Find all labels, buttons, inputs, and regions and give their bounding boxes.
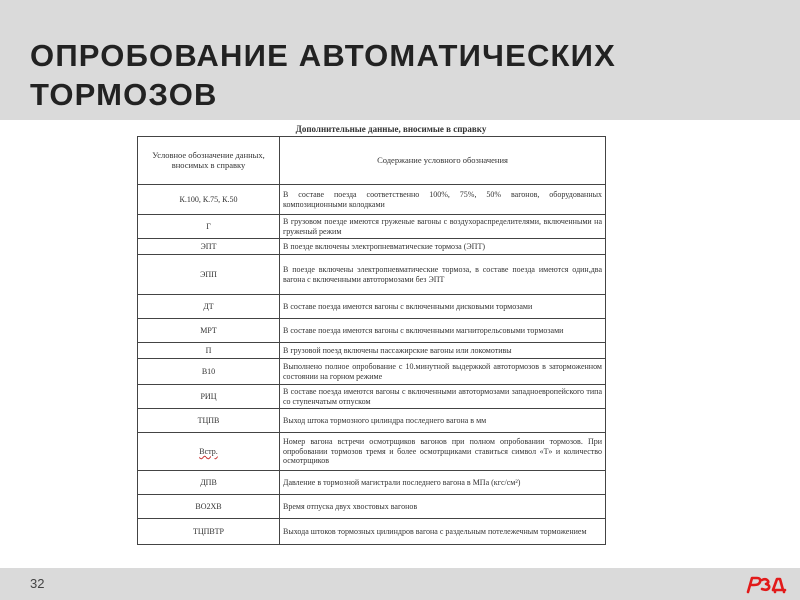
row-code: ЭПТ [138,239,280,255]
table-row [138,239,606,255]
document-scan [137,124,605,545]
row-meaning: В составе поезда соответственно 100%, 75%, 50% вагонов, оборудованных композиционными колодками [280,185,606,215]
table-row [138,359,606,385]
rzd-logo-icon [744,574,788,594]
row-meaning: Давление в тормозной магистрали последнего вагона в МПа (кгс/см²) [280,471,606,495]
row-code: ВО2ХВ [138,495,280,519]
legend-table [137,136,606,545]
table-row [138,255,606,295]
header-meaning: Содержание условного обозначения [280,137,606,185]
row-meaning: В грузовом поезде имеются груженые вагоны с воздухораспределителями, включенными на груженый режим [280,215,606,239]
row-meaning: В грузовой поезд включены пассажирские вагоны или локомотивы [280,343,606,359]
row-meaning: Выполнено полное опробование с 10.минутной выдержкой автотормозов в заторможенном состоянии на горном режиме [280,359,606,385]
row-code: ТЦПВТР [138,519,280,545]
header-band [0,0,800,120]
table-row [138,495,606,519]
table-row [138,519,606,545]
row-code: ЭПП [138,255,280,295]
table-row [138,409,606,433]
row-code: ДТ [138,295,280,319]
row-code: ТЦПВ [138,409,280,433]
table-row [138,385,606,409]
row-meaning: В составе поезда имеются вагоны с включенными автотормозами западноевропейского типа со ступенчатым отпуском [280,385,606,409]
row-code: Г [138,215,280,239]
row-code: МРТ [138,319,280,343]
table-row [138,319,606,343]
table-header-row [138,137,606,185]
table-row [138,433,606,471]
row-meaning: В поезде включены электропневматические тормоза, в составе поезда имеются один,два вагона с включенными автотормозами без ЭПТ [280,255,606,295]
row-code: К.100, К.75, К.50 [138,185,280,215]
row-meaning: В поезде включены электропневматические тормоза (ЭПТ) [280,239,606,255]
row-meaning: Время отпуска двух хвостовых вагонов [280,495,606,519]
row-meaning: Номер вагона встречи осмотрщиков вагонов при полном опробовании тормозов. При опробовании тормозов тремя и более осмотрщиками ставиться символ «Т» и количество осмотрщиков [280,433,606,471]
row-meaning: В составе поезда имеются вагоны с включенными магниторельсовыми тормозами [280,319,606,343]
slide-title: ОПРОБОВАНИЕ АВТОМАТИЧЕСКИХ ТОРМОЗОВ [30,38,617,112]
row-code: РИЦ [138,385,280,409]
table-row [138,215,606,239]
row-meaning: Выхода штоков тормозных цилиндров вагона с раздельным потележечным торможением [280,519,606,545]
table-caption: Дополнительные данные, вносимые в справку [295,124,487,134]
table-row [138,185,606,215]
page-number: 32 [30,576,45,591]
header-code: Условное обозначение данных, вносимых в справку [138,137,280,185]
row-meaning: Выход штока тормозного цилиндра последнего вагона в мм [280,409,606,433]
table-row [138,471,606,495]
row-code: В10 [138,359,280,385]
footer-band [0,568,800,600]
table-row [138,295,606,319]
table-row [138,343,606,359]
row-code: ДПВ [138,471,280,495]
row-code: Встр. [138,433,280,471]
row-code: П [138,343,280,359]
row-meaning: В составе поезда имеются вагоны с включенными дисковыми тормозами [280,295,606,319]
